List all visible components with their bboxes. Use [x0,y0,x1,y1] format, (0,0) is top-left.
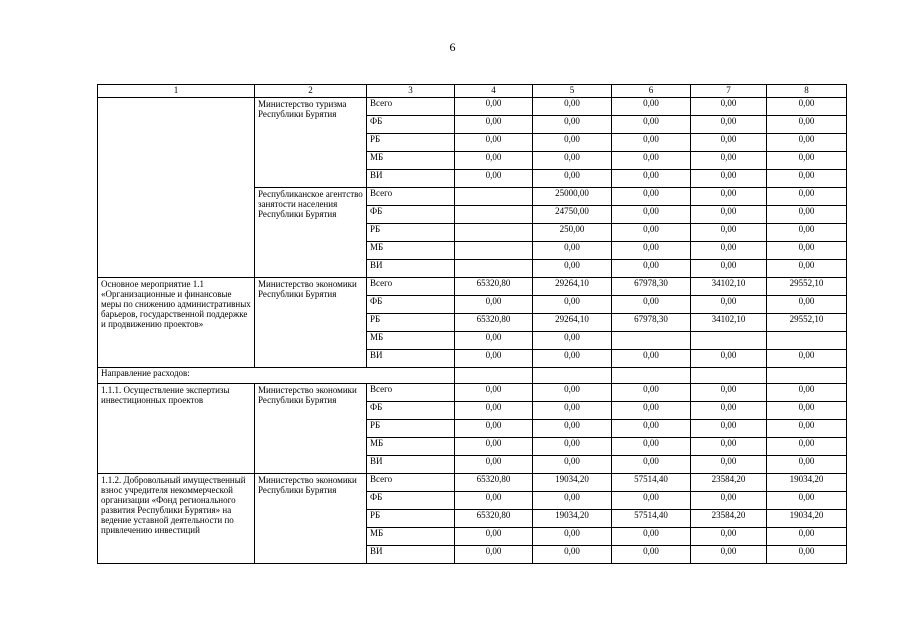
value-cell: 0,00 [767,528,847,546]
value-cell: 0,00 [612,528,691,546]
page-number: 6 [449,40,456,54]
value-cell: 0,00 [455,456,533,474]
funding-source-cell: ФБ [367,116,455,134]
value-cell: 0,00 [691,528,767,546]
column-header: 4 [455,85,533,98]
value-cell: 0,00 [455,384,533,402]
value-cell: 0,00 [767,260,847,278]
value-cell: 24750,00 [533,206,612,224]
value-cell [455,206,533,224]
value-cell: 0,00 [455,350,533,368]
value-cell: 0,00 [612,402,691,420]
executor-cell: Министерство туризма Республики Бурятия [255,98,367,188]
funding-source-cell: ФБ [367,492,455,510]
table-row [98,278,847,296]
value-cell: 65320,80 [455,314,533,332]
value-cell: 0,00 [533,134,612,152]
value-cell: 0,00 [533,402,612,420]
value-cell: 0,00 [767,116,847,134]
value-cell: 0,00 [612,188,691,206]
value-cell: 0,00 [533,332,612,350]
value-cell: 0,00 [612,492,691,510]
value-cell: 0,00 [533,296,612,314]
value-cell: 0,00 [455,438,533,456]
funding-source-cell: ФБ [367,402,455,420]
value-cell: 0,00 [612,420,691,438]
value-cell: 0,00 [767,350,847,368]
funding-source-cell: РБ [367,420,455,438]
value-cell: 0,00 [533,528,612,546]
funding-source-cell: Всего [367,474,455,492]
value-cell: 0,00 [455,170,533,188]
value-cell: 0,00 [691,152,767,170]
activity-name-cell: Основное мероприятие 1.1 «Организационные и финансовые меры по снижению административных барьеров, государственной поддержке и продвижению проектов» [98,278,255,368]
value-cell: 0,00 [767,438,847,456]
value-cell: 250,00 [533,224,612,242]
column-header: 7 [691,85,767,98]
value-cell: 0,00 [691,134,767,152]
value-cell: 0,00 [612,134,691,152]
table-row [98,474,847,492]
value-cell: 0,00 [455,402,533,420]
value-cell: 0,00 [455,152,533,170]
value-cell [691,332,767,350]
value-cell: 0,00 [455,528,533,546]
value-cell: 0,00 [767,384,847,402]
value-cell: 0,00 [455,296,533,314]
value-cell: 0,00 [533,456,612,474]
value-cell [767,332,847,350]
value-cell: 0,00 [767,402,847,420]
value-cell: 0,00 [767,170,847,188]
funding-source-cell: ВИ [367,260,455,278]
value-cell: 0,00 [691,260,767,278]
value-cell: 0,00 [533,152,612,170]
funding-source-cell: РБ [367,510,455,528]
empty-cell [767,368,847,384]
funding-source-cell: РБ [367,314,455,332]
value-cell: 0,00 [455,492,533,510]
value-cell: 0,00 [612,98,691,116]
funding-source-cell: ВИ [367,170,455,188]
value-cell: 0,00 [691,116,767,134]
empty-cell [612,368,691,384]
value-cell: 0,00 [533,242,612,260]
executor-cell: Министерство экономики Республики Бурятия [255,278,367,368]
value-cell: 0,00 [767,242,847,260]
value-cell: 0,00 [691,242,767,260]
funding-source-cell: ФБ [367,206,455,224]
executor-cell: Министерство экономики Республики Бурятия [255,384,367,474]
value-cell: 25000,00 [533,188,612,206]
value-cell: 0,00 [767,134,847,152]
activity-name-cell: 1.1.2. Добровольный имущественный взнос учредителя некоммерческой организации «Фонд регионального развития Республики Бурятия» на ведение уставной деятельности по привлечению инвестиций [98,474,255,564]
column-header: 3 [367,85,455,98]
value-cell: 0,00 [767,98,847,116]
value-cell: 0,00 [691,170,767,188]
value-cell: 0,00 [612,206,691,224]
funding-source-cell: РБ [367,224,455,242]
funding-source-cell: Всего [367,188,455,206]
value-cell: 0,00 [767,152,847,170]
value-cell: 0,00 [767,206,847,224]
value-cell: 0,00 [533,492,612,510]
value-cell [455,260,533,278]
value-cell: 0,00 [612,224,691,242]
funding-source-cell: ВИ [367,350,455,368]
value-cell: 34102,10 [691,314,767,332]
value-cell: 0,00 [691,384,767,402]
value-cell: 65320,80 [455,510,533,528]
value-cell: 67978,30 [612,278,691,296]
value-cell: 0,00 [691,420,767,438]
table-row [98,384,847,402]
executor-cell: Республиканское агентство занятости населения Республики Бурятия [255,188,367,278]
table-row [98,98,847,116]
value-cell: 0,00 [767,546,847,564]
value-cell: 0,00 [533,98,612,116]
value-cell: 29264,10 [533,314,612,332]
activity-name-cell: 1.1.1. Осуществление экспертизы инвестиционных проектов [98,384,255,474]
value-cell [455,242,533,260]
funding-source-cell: МБ [367,332,455,350]
section-heading: Направление расходов: [98,368,455,384]
value-cell: 0,00 [612,152,691,170]
value-cell: 0,00 [612,170,691,188]
value-cell: 19034,20 [533,510,612,528]
value-cell: 34102,10 [691,278,767,296]
funding-source-cell: Всего [367,278,455,296]
value-cell: 0,00 [455,98,533,116]
value-cell [455,188,533,206]
value-cell: 29264,10 [533,278,612,296]
value-cell: 0,00 [455,420,533,438]
value-cell: 23584,20 [691,510,767,528]
value-cell: 0,00 [767,492,847,510]
funding-source-cell: МБ [367,152,455,170]
value-cell: 0,00 [612,384,691,402]
value-cell: 0,00 [455,332,533,350]
value-cell: 0,00 [612,350,691,368]
value-cell: 0,00 [767,296,847,314]
executor-cell: Министерство экономики Республики Бурятия [255,474,367,564]
value-cell: 67978,30 [612,314,691,332]
value-cell: 0,00 [612,242,691,260]
value-cell: 23584,20 [691,474,767,492]
funding-source-cell: Всего [367,384,455,402]
value-cell: 0,00 [533,420,612,438]
value-cell: 0,00 [691,296,767,314]
empty-cell [533,368,612,384]
value-cell: 65320,80 [455,278,533,296]
value-cell: 0,00 [612,116,691,134]
value-cell: 0,00 [533,260,612,278]
value-cell: 19034,20 [533,474,612,492]
value-cell: 57514,40 [612,510,691,528]
column-header: 5 [533,85,612,98]
value-cell: 0,00 [533,350,612,368]
value-cell: 0,00 [612,438,691,456]
value-cell: 0,00 [691,206,767,224]
value-cell: 0,00 [767,224,847,242]
value-cell: 0,00 [691,350,767,368]
funding-source-cell: Всего [367,98,455,116]
funding-source-cell: ВИ [367,456,455,474]
value-cell: 0,00 [533,170,612,188]
value-cell: 0,00 [691,188,767,206]
table-body [98,85,847,564]
empty-cell [691,368,767,384]
value-cell: 0,00 [612,456,691,474]
value-cell: 0,00 [533,384,612,402]
value-cell: 0,00 [533,546,612,564]
value-cell: 0,00 [691,438,767,456]
funding-source-cell: ФБ [367,296,455,314]
value-cell: 0,00 [533,116,612,134]
value-cell: 0,00 [612,260,691,278]
table-header-row [98,85,847,98]
value-cell: 0,00 [691,224,767,242]
value-cell: 0,00 [767,456,847,474]
empty-cell [455,368,533,384]
value-cell: 0,00 [455,546,533,564]
value-cell: 0,00 [612,296,691,314]
value-cell: 0,00 [767,420,847,438]
value-cell: 0,00 [691,98,767,116]
column-header: 1 [98,85,255,98]
value-cell: 0,00 [612,546,691,564]
value-cell: 19034,20 [767,474,847,492]
funding-source-cell: МБ [367,242,455,260]
activity-name-cell [98,98,255,278]
column-header: 8 [767,85,847,98]
value-cell: 57514,40 [612,474,691,492]
value-cell: 0,00 [767,188,847,206]
value-cell [455,224,533,242]
funding-source-cell: РБ [367,134,455,152]
budget-table [97,84,847,564]
value-cell: 0,00 [691,546,767,564]
value-cell: 29552,10 [767,314,847,332]
value-cell: 0,00 [455,116,533,134]
section-heading-row [98,368,847,384]
value-cell: 0,00 [691,456,767,474]
value-cell [612,332,691,350]
funding-source-cell: МБ [367,438,455,456]
value-cell: 29552,10 [767,278,847,296]
value-cell: 0,00 [691,492,767,510]
value-cell: 0,00 [691,402,767,420]
value-cell: 0,00 [533,438,612,456]
value-cell: 65320,80 [455,474,533,492]
funding-source-cell: МБ [367,528,455,546]
funding-source-cell: ВИ [367,546,455,564]
column-header: 6 [612,85,691,98]
column-header: 2 [255,85,367,98]
value-cell: 0,00 [455,134,533,152]
value-cell: 19034,20 [767,510,847,528]
